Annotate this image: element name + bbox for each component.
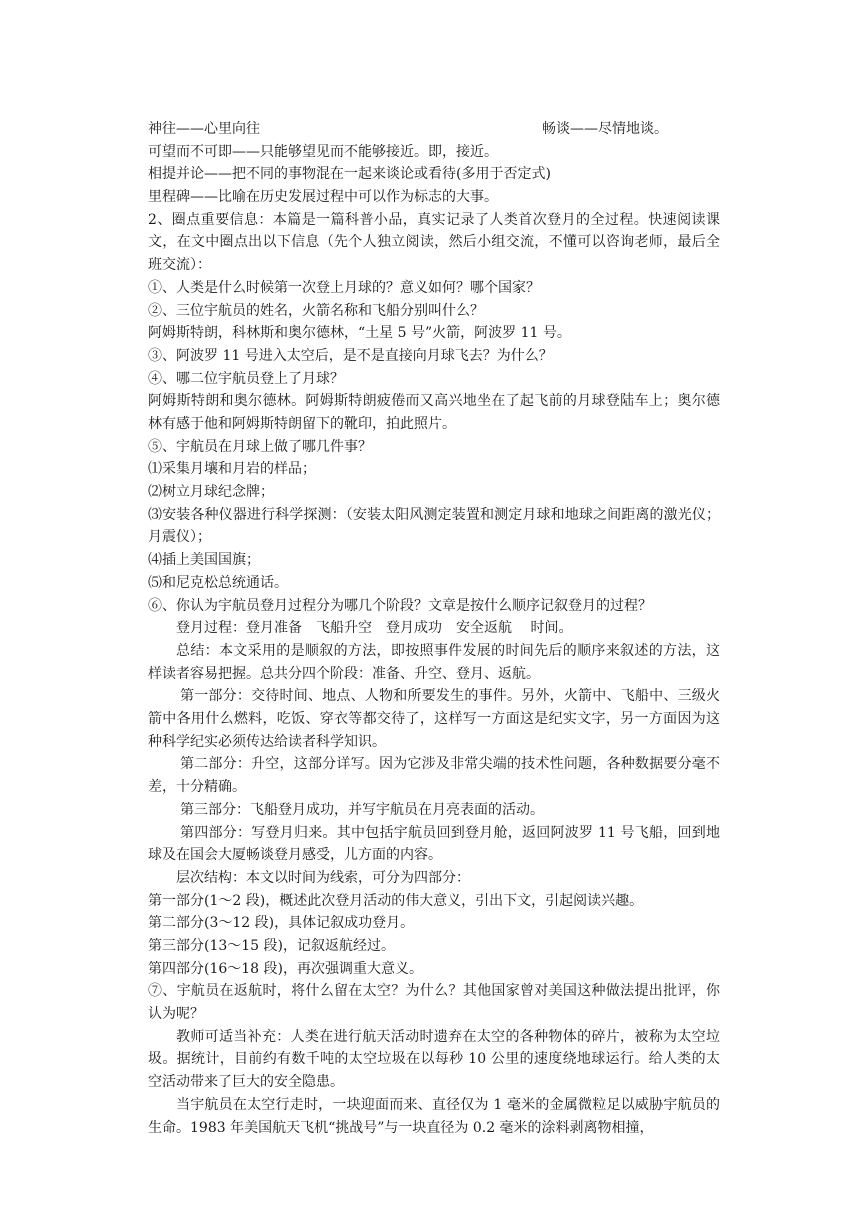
paragraph: 第二部分：升空，这部分详写。因为它涉及非常尖端的技术性问题，各种数据要分毫不差，十分精确。	[148, 756, 720, 796]
answer-item: ⑵树立月球纪念牌；	[148, 484, 274, 501]
structure-item: 第三部分(13～15 段)，记叙返航经过。	[148, 938, 396, 954]
document-body	[148, 118, 720, 1139]
task-instruction: 2、圈点重要信息：本篇是一篇科普小品，真实记录了人类首次登月的全过程。快速阅读课文，在文中圈点出以下信息（先个人独立阅读，然后小组交流，不懂可以咨询老师，最后全班交流）：	[148, 211, 720, 274]
question: ①、人类是什么时候第一次登上月球的？意义如何？哪个国家？	[148, 279, 540, 296]
question: ②、三位宇航员的姓名，火箭名称和飞船分别叫什么？	[148, 302, 484, 319]
question: ③、阿波罗 11 号进入太空后，是不是直接向月球飞去？为什么？	[148, 347, 553, 364]
answer-item: ⑸和尼克松总统通话。	[148, 574, 288, 591]
structure-item: 第四部分(16～18 段)，再次强调重大意义。	[148, 960, 424, 977]
paragraph: 第一部分：交待时间、地点、人物和所要发生的事件。另外，火箭中、飞船中、三级火箭中各用什么燃料，吃饭、穿衣等都交待了，这样写一方面这是纪实文字，另一方面因为这种科学纪实必须传达给读者科学知识。	[148, 688, 720, 750]
vocab-item: 神往——心里向往	[148, 121, 260, 137]
structure-item: 第二部分(3～12 段)，具体记叙成功登月。	[148, 915, 415, 932]
question: ⑥、你认为宇航员登月过程分为哪几个阶段？文章是按什么顺序记叙登月的过程？	[148, 597, 652, 614]
answer-item: ⑷插上美国国旗；	[148, 552, 260, 569]
answer: 阿姆斯特朗，科林斯和奥尔德林，“土星 5 号”火箭，阿波罗 11 号。	[148, 325, 571, 342]
answer-item: ⑶安装各种仪器进行科学探测：（安装太阳风测定装置和测定月球和地球之间距离的激光仪；月震仪）；	[148, 506, 720, 546]
paragraph: 层次结构：本文以时间为线索，可分为四部分：	[176, 869, 470, 886]
vocab-item: 畅谈——尽情地谈。	[542, 121, 668, 137]
vocab-item: 相提并论——把不同的事物混在一起来谈论或看待(多用于否定式)	[148, 166, 551, 183]
vocab-item: 里程碑——比喻在历史发展过程中可以作为标志的大事。	[148, 189, 498, 206]
paragraph: 第四部分：写登月归来。其中包括宇航员回到登月舱，返回阿波罗 11 号飞船，回到地球及在国会大厦畅谈登月感受，儿方面的内容。	[148, 824, 720, 864]
paragraph: 教师可适当补充：人类在进行航天活动时遗弃在太空的各种物体的碎片，被称为太空垃圾。据统计，目前约有数千吨的太空垃圾在以每秒 10 公里的速度绕地球运行。给人类的太空活动带来了巨大的安全隐患。	[148, 1028, 720, 1091]
structure-item: 第一部分(1～2 段)，概述此次登月活动的伟大意义，引出下文，引起阅读兴趣。	[148, 892, 644, 909]
answer-item: ⑴采集月壤和月岩的样品；	[148, 461, 316, 478]
question: ⑦、宇航员在返航时，将什么留在太空？为什么？其他国家曾对美国这种做法提出批评，你认为呢？	[148, 983, 720, 1023]
answer: 登月过程：登月准备 飞船升空 登月成功 安全返航 时间。	[176, 620, 573, 637]
question: ④、哪二位宇航员登上了月球？	[148, 370, 344, 387]
paragraph: 第三部分：飞船登月成功，并写宇航员在月亮表面的活动。	[180, 801, 544, 818]
answer: 总结：本文采用的是顺叙的方法，即按照事件发展的时间先后的顺序来叙述的方法，这样读者容易把握。总共分四个阶段：准备、升空、登月、返航。	[148, 642, 720, 682]
paragraph: 当宇航员在太空行走时，一块迎面而来、直径仅为 1 毫米的金属微粒足以威胁宇航员的生命。1983 年美国航天飞机“挑战号”与一块直径为 0.2 毫米的涂料剥离物相撞，	[148, 1096, 720, 1136]
vocab-item: 可望而不可即——只能够望见而不能够接近。即，接近。	[148, 143, 498, 160]
answer: 阿姆斯特朗和奥尔德林。阿姆斯特朗疲倦而又高兴地坐在了起飞前的月球登陆车上；奥尔德林有感于他和阿姆斯特朗留下的靴印，拍此照片。	[148, 393, 720, 432]
vocab-row-1	[148, 118, 668, 141]
question: ⑤、宇航员在月球上做了哪几件事？	[148, 438, 372, 455]
